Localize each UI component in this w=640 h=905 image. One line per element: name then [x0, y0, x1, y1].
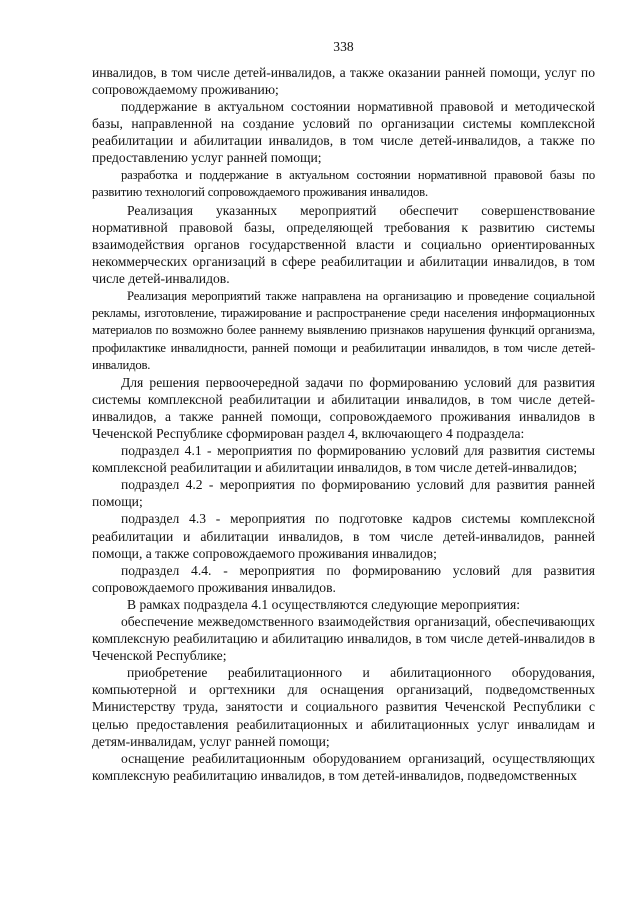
document-body: [92, 64, 595, 784]
paragraph: разработка и поддержание в актуальном состоянии нормативной правовой базы по развитию технологий сопровождаемого проживания инвалидов.: [92, 167, 595, 199]
page-number: 338: [333, 39, 354, 54]
paragraph: Для решения первоочередной задачи по формированию условий для развития системы комплексной реабилитации и абилитации инвалидов, в том числе детей-инвалидов, а также ранней помощи, сопровождаемого проживания инвалидов в Чеченской Республике сформирован раздел 4, включающего 4 подраздела:: [92, 374, 595, 441]
paragraph: подраздел 4.1 - мероприятия по формированию условий для развития системы комплексной реабилитации и абилитации инвалидов, в том числе детей-инвалидов;: [92, 443, 595, 476]
paragraph: подраздел 4.3 - мероприятия по подготовке кадров системы комплексной реабилитации и абилитации инвалидов, в том числе детей-инвалидов, ранней помощи, а также сопровождаемого проживания инвалидов;: [92, 511, 595, 561]
paragraph: оснащение реабилитационным оборудованием организаций, осуществляющих комплексную реабилитацию инвалидов, в том детей-инвалидов, подведомственных: [92, 750, 595, 783]
paragraph: Реализация мероприятий также направлена на организацию и проведение социальной рекламы, изготовление, тиражирование и распространение среди населения информационных материалов по возможно более раннему выявлению признаков нарушения функций организма, профилактике инвалидности, ранней помощи и реабилитации инвалидов, в том числе детей-инвалидов.: [92, 289, 595, 372]
paragraph: подраздел 4.2 - мероприятия по формированию условий для развития ранней помощи;: [92, 477, 595, 510]
paragraph: обеспечение межведомственного взаимодействия организаций, обеспечивающих комплексную реабилитацию и абилитацию инвалидов, в том числе детей-инвалидов в Чеченской Республике;: [92, 614, 595, 664]
paragraph: поддержание в актуальном состоянии нормативной правовой и методической базы, направленной на создание условий по организации системы комплексной реабилитации и абилитации инвалидов, в том числе детей-инвалидов, а также по предоставлению услуг ранней помощи;: [92, 99, 595, 166]
paragraph: Реализация указанных мероприятий обеспечит совершенствование нормативной правовой базы, определяющей требования к развитию системы взаимодействия органов государственной власти и социально ориентированных некоммерческих организаций в сфере реабилитации и абилитации инвалидов, в том числе детей-инвалидов.: [92, 202, 595, 287]
paragraph: подраздел 4.4. - мероприятия по формированию условий для развития сопровождаемого проживания инвалидов.: [92, 562, 595, 595]
paragraph: приобретение реабилитационного и абилитационного оборудования, компьютерной и оргтехники для оснащения организаций, подведомственных Министерству труда, занятости и социального развития Чеченской Республики с целью предоставления реабилитационных и абилитационных услуг инвалидам и детям-инвалидам, услуг ранней помощи;: [92, 665, 595, 749]
paragraph: В рамках подраздела 4.1 осуществляются следующие мероприятия:: [127, 596, 521, 612]
paragraph: инвалидов, в том числе детей-инвалидов, а также оказании ранней помощи, услуг по сопровождаемому проживанию;: [92, 65, 595, 98]
